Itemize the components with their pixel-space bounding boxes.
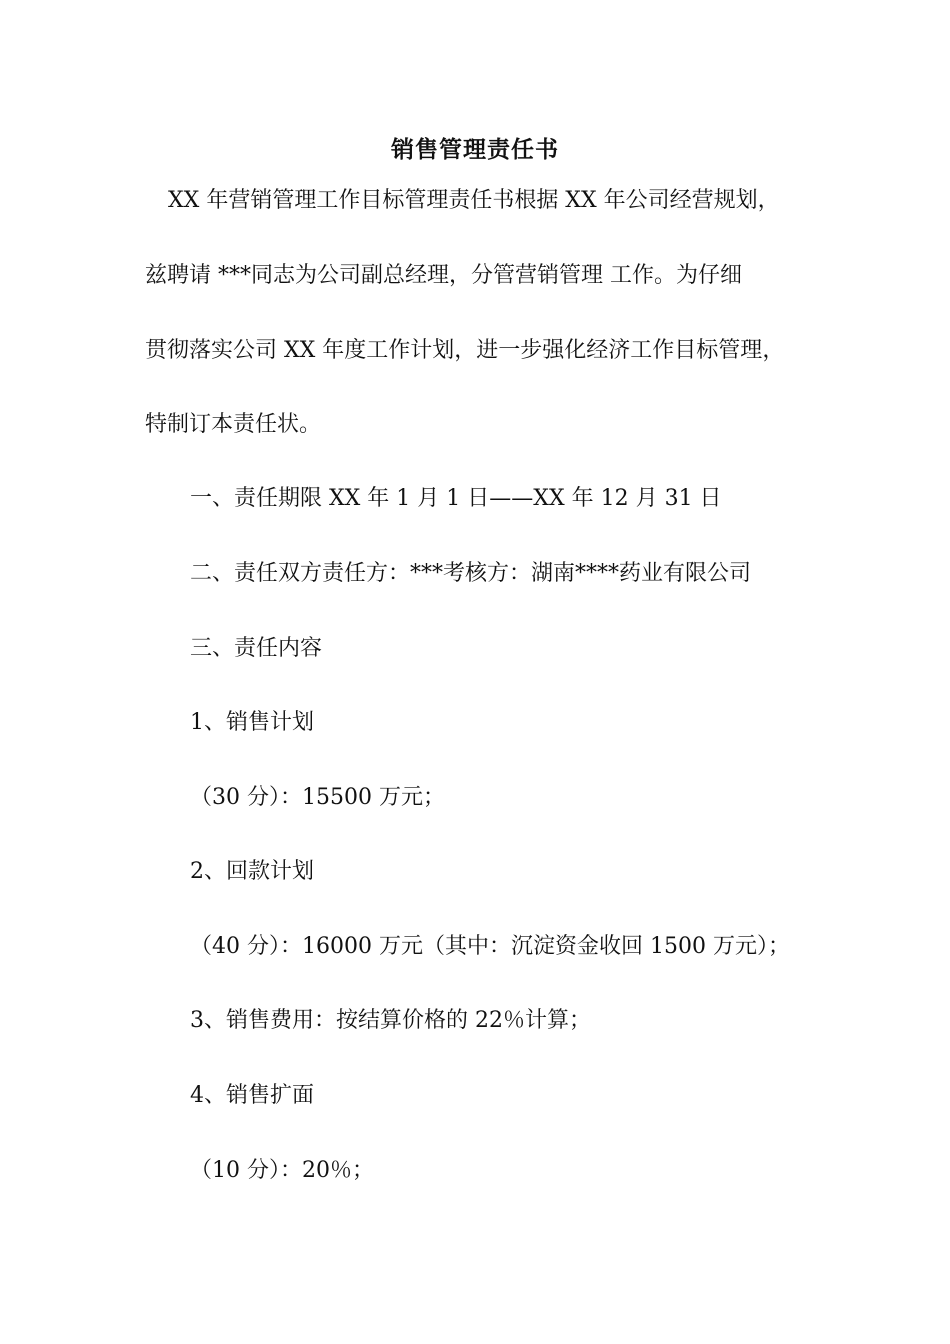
intro-line-3: 贯彻落实公司 XX 年度工作计划，进一步强化经济工作目标管理，: [145, 338, 785, 363]
intro-line-1: XX 年营销管理工作目标管理责任书根据 XX 年公司经营规划，: [168, 188, 780, 213]
item-payment-plan-detail: （40 分）：16000 万元（其中：沉淀资金收回 1500 万元）；: [190, 934, 790, 959]
item-sales-plan: 1、销售计划: [190, 710, 314, 735]
item-payment-plan: 2、回款计划: [190, 859, 314, 884]
item-sales-expansion-detail: （10 分）：20％；: [190, 1158, 374, 1183]
item-sales-plan-detail: （30 分）：15500 万元；: [190, 785, 445, 810]
item-sales-expense: 3、销售费用：按结算价格的 22％计算；: [190, 1008, 591, 1033]
section-content-heading: 三、责任内容: [190, 636, 323, 661]
section-term: 一、责任期限 XX 年 1 月 1 日——XX 年 12 月 31 日: [190, 486, 722, 511]
section-parties: 二、责任双方责任方：***考核方：湖南****药业有限公司: [190, 561, 752, 586]
intro-line-2: 兹聘请 ***同志为公司副总经理，分管营销管理 工作。为仔细: [145, 263, 742, 288]
item-sales-expansion: 4、销售扩面: [190, 1083, 314, 1108]
document-title: 销售管理责任书: [391, 137, 559, 163]
intro-line-4: 特制订本责任状。: [145, 412, 322, 437]
